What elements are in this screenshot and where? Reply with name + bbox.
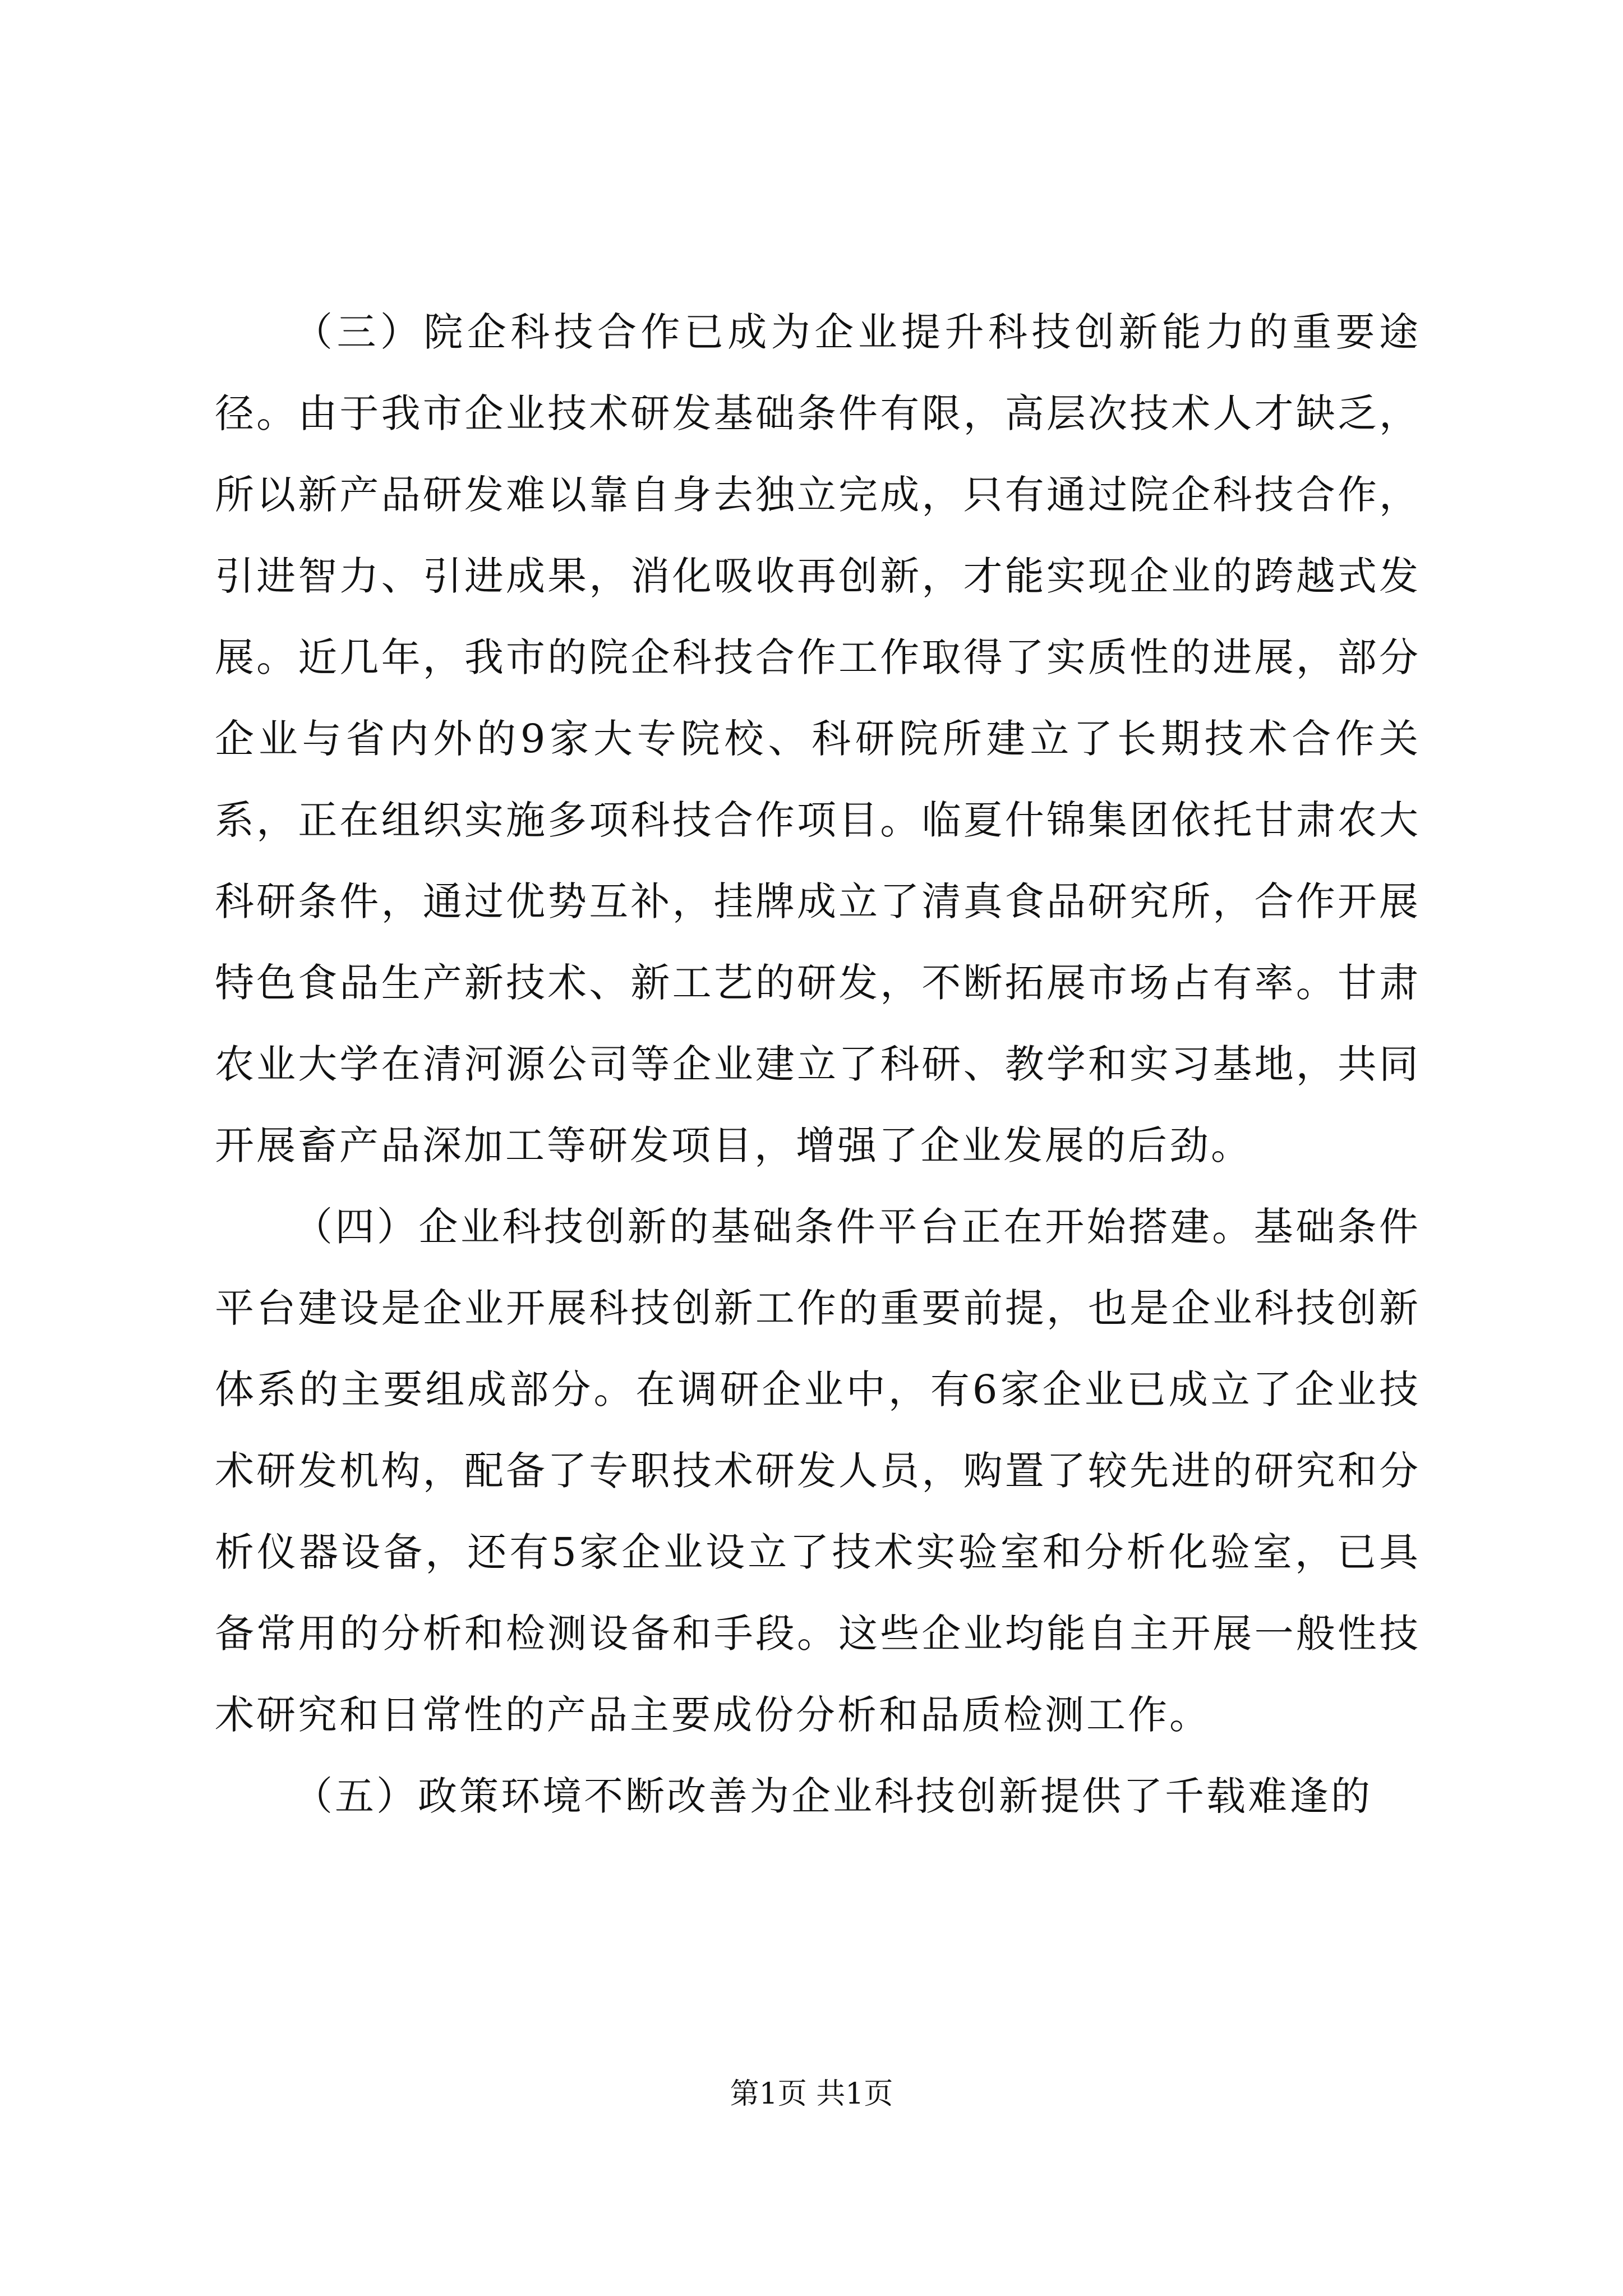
paragraph-section-4: （四）企业科技创新的基础条件平台正在开始搭建。基础条件平台建设是企业开展科技创新工作的重要前提，也是企业科技创新体系的主要组成部分。在调研企业中，有6家企业已成立了企业技术研发机构，配备了专职技术研发人员，购置了较先进的研究和分析仪器设备，还有5家企业设立了技术实验室和分析化验室，已具备常用的分析和检测设备和手段。这些企业均能自主开展一般性技术研究和日常性的产品主要成份分析和品质检测工作。 bbox=[215, 1204, 1421, 1738]
paragraph-section-3: （三）院企科技合作已成为企业提升科技创新能力的重要途径。由于我市企业技术研发基础条件有限，高层次技术人才缺乏，所以新产品研发难以靠自身去独立完成，只有通过院企科技合作，引进智力、引进成果，消化吸收再创新，才能实现企业的跨越式发展。近几年，我市的院企科技合作工作取得了实质性的进展，部分企业与省内外的9家大专院校、科研院所建立了长期技术合作关系，正在组织实施多项科技合作项目。临夏什锦集团依托甘肃农大科研条件，通过优势互补，挂牌成立了清真食品研究所，合作开展特色食品生产新技术、新工艺的研发，不断拓展市场占有率。甘肃农业大学在清河源公司等企业建立了科研、教学和实习基地，共同开展畜产品深加工等研发项目，增强了企业发展的后劲。 bbox=[215, 309, 1421, 1168]
page-footer: 第1页 共1页 bbox=[730, 2077, 893, 2111]
document-body bbox=[215, 292, 1421, 1837]
paragraph-section-5: （五）政策环境不断改善为企业科技创新提供了千载难逢的 bbox=[293, 1773, 1372, 1819]
